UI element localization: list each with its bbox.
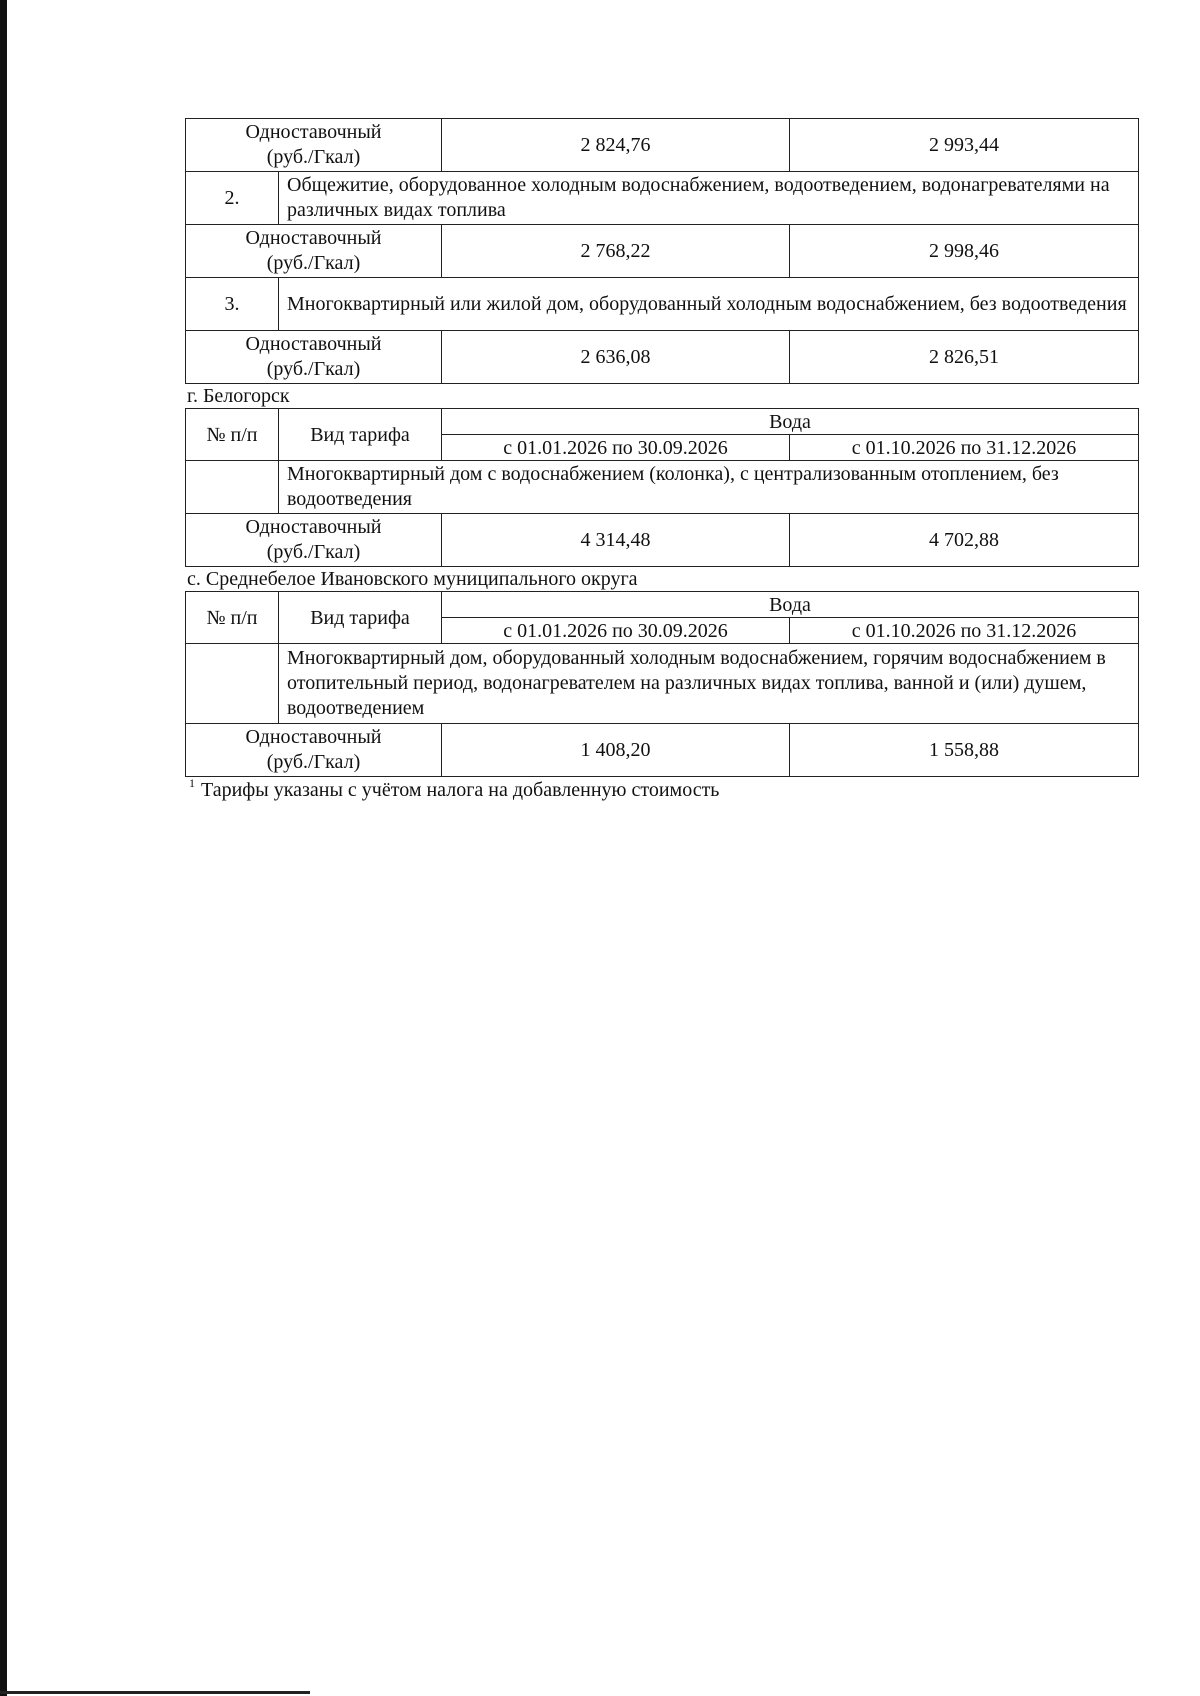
- table-row: [186, 278, 1139, 331]
- header-period1: с 01.01.2026 по 30.09.2026: [442, 618, 790, 644]
- header-row-number: № п/п: [186, 409, 279, 461]
- tariff-type-label: Одноставочный: [245, 121, 382, 143]
- tariff-value-period2: 4 702,88: [790, 514, 1139, 567]
- tariff-value-period1: 1 408,20: [442, 724, 790, 777]
- table-row: [186, 225, 1139, 278]
- table-row: [186, 644, 1139, 724]
- header-period2: с 01.10.2026 по 31.12.2026: [790, 618, 1139, 644]
- housing-description: Многоквартирный дом с водоснабжением (колонка), с централизованным отоплением, без водоотведения: [279, 461, 1139, 514]
- row-number: 3.: [186, 278, 279, 331]
- table-header-row: [186, 409, 1139, 435]
- tariff-value-period1: 2 768,22: [442, 225, 790, 278]
- housing-description: Общежитие, оборудованное холодным водоснабжением, водоотведением, водонагревателями на различных видах топлива: [279, 172, 1139, 225]
- tariff-type-label: Одноставочный: [245, 227, 382, 249]
- housing-description: Многоквартирный дом, оборудованный холодным водоснабжением, горячим водоснабжением в отопительный период, водонагревателем на различных видах топлива, ванной и (или) душем, водоотведением: [279, 644, 1139, 724]
- row-number-empty: [186, 461, 279, 514]
- table-row: [186, 119, 1139, 172]
- table-row: [186, 514, 1139, 567]
- table-row: [186, 331, 1139, 384]
- header-period2: с 01.10.2026 по 31.12.2026: [790, 435, 1139, 461]
- row-number: 2.: [186, 172, 279, 225]
- table-row: [186, 461, 1139, 514]
- tariff-value-period2: 1 558,88: [790, 724, 1139, 777]
- tariff-unit-label: (руб./Гкал): [266, 358, 361, 380]
- table-row: [186, 172, 1139, 225]
- tariff-unit-label: (руб./Гкал): [266, 751, 361, 773]
- tariff-type-label: Одноставочный: [245, 726, 382, 748]
- header-period1: с 01.01.2026 по 30.09.2026: [442, 435, 790, 461]
- section-caption-srednebeloe: с. Среднебелое Ивановского муниципального округа: [187, 568, 638, 590]
- header-group-water: Вода: [442, 592, 1139, 618]
- tariff-type-label: Одноставочный: [245, 516, 382, 538]
- footnote-text: Тарифы указаны с учётом налога на добавленную стоимость: [201, 779, 720, 801]
- tariff-unit-label: (руб./Гкал): [266, 541, 361, 563]
- footnote: [185, 777, 1138, 803]
- tariff-value-period1: 2 824,76: [442, 119, 790, 172]
- tariff-value-period2: 2 993,44: [790, 119, 1139, 172]
- row-number-empty: [186, 644, 279, 724]
- tariff-type-cell: [186, 514, 442, 567]
- section-caption-belogorsk: г. Белогорск: [187, 385, 290, 407]
- tariff-value-period2: 2 826,51: [790, 331, 1139, 384]
- header-group-water: Вода: [442, 409, 1139, 435]
- footnote-mark: 1: [189, 776, 195, 790]
- tariff-unit-label: (руб./Гкал): [266, 252, 361, 274]
- tariff-value-period1: 2 636,08: [442, 331, 790, 384]
- header-tariff-type: Вид тарифа: [279, 409, 442, 461]
- table-row: [186, 724, 1139, 777]
- header-tariff-type: Вид тарифа: [279, 592, 442, 644]
- tariff-table-belogorsk: [185, 408, 1139, 567]
- tariff-value-period1: 4 314,48: [442, 514, 790, 567]
- tariff-value-period2: 2 998,46: [790, 225, 1139, 278]
- header-row-number: № п/п: [186, 592, 279, 644]
- table-header-row: [186, 592, 1139, 618]
- scan-edge-bottom: [0, 1691, 310, 1694]
- tariff-type-cell: [186, 119, 442, 172]
- document-content: [185, 118, 1138, 803]
- tariff-type-cell: [186, 225, 442, 278]
- tariff-table-continued: [185, 118, 1139, 384]
- scan-edge-left: [0, 0, 7, 1696]
- tariff-type-label: Одноставочный: [245, 333, 382, 355]
- tariff-type-cell: [186, 331, 442, 384]
- tariff-table-srednebeloe: [185, 591, 1139, 777]
- tariff-type-cell: [186, 724, 442, 777]
- tariff-unit-label: (руб./Гкал): [266, 146, 361, 168]
- housing-description: Многоквартирный или жилой дом, оборудованный холодным водоснабжением, без водоотведения: [279, 278, 1139, 331]
